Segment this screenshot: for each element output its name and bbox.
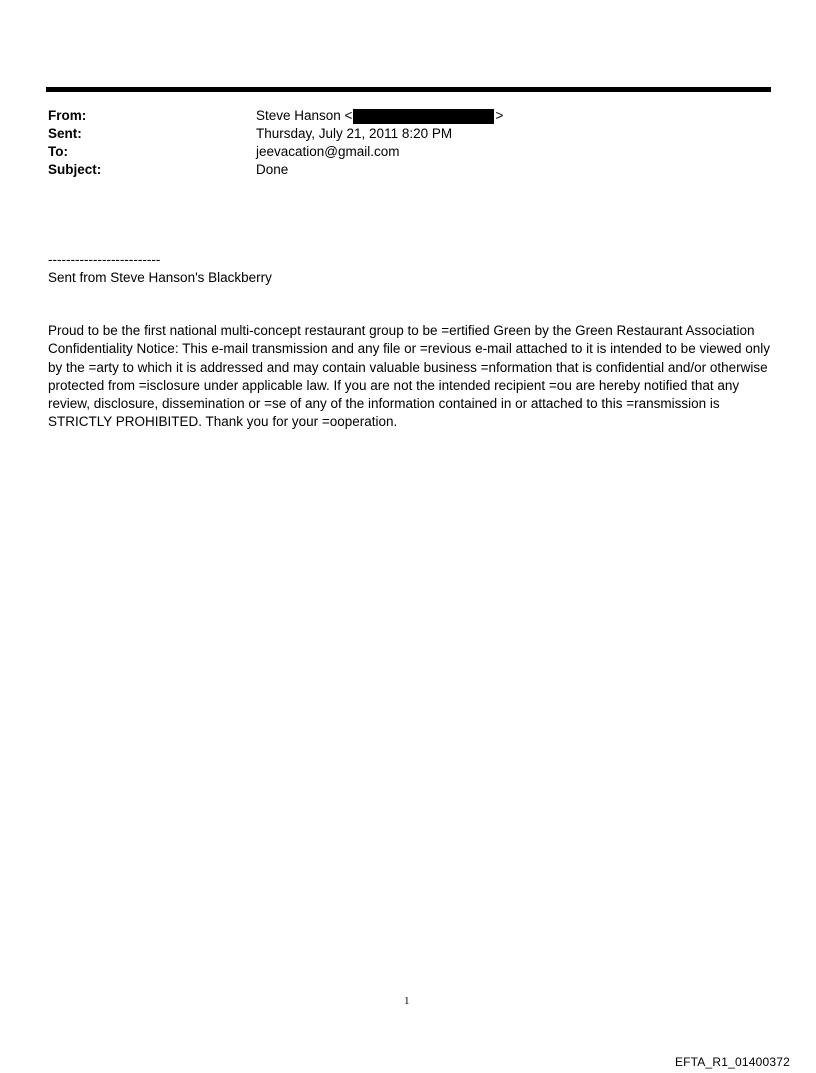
from-close-bracket: >	[495, 108, 504, 123]
document-id: EFTA_R1_01400372	[674, 1055, 790, 1069]
redaction-box	[353, 109, 494, 124]
to-row	[48, 143, 768, 161]
subject-value: Done	[256, 162, 289, 177]
from-name: Steve Hanson <	[256, 108, 353, 123]
sent-label: Sent:	[48, 126, 82, 141]
signature-block	[48, 251, 272, 287]
sent-value: Thursday, July 21, 2011 8:20 PM	[256, 126, 453, 141]
subject-row	[48, 161, 768, 179]
email-header	[48, 107, 768, 179]
signature-dashes: -------------------------	[48, 252, 161, 267]
from-label: From:	[48, 108, 87, 123]
to-label: To:	[48, 144, 68, 159]
signature-text: Sent from Steve Hanson's Blackberry	[48, 270, 272, 285]
from-row	[48, 107, 768, 125]
subject-label: Subject:	[48, 162, 102, 177]
to-value: jeevacation@gmail.com	[256, 144, 400, 159]
email-body: Proud to be the first national multi-concept restaurant group to be =ertified Green by the Green Restaurant Association Confidentiality Notice: This e-mail transmission and any file or =revious e-mail attached to it is intended to be viewed only by the =arty to which it is addressed and may contain valuable business =nformation that is confidential and/or otherwise protected from =isclosure under applicable law. If you are not the intended recipient =ou are hereby notified that any review, disclosure, dissemination or =se of any of the information contained in or attached to this =ransmission is STRICTLY PROHIBITED. Thank you for your =ooperation.	[48, 323, 770, 430]
header-divider	[46, 87, 771, 92]
from-value	[256, 107, 503, 125]
sent-row	[48, 125, 768, 143]
page-number: 1	[404, 995, 410, 1007]
